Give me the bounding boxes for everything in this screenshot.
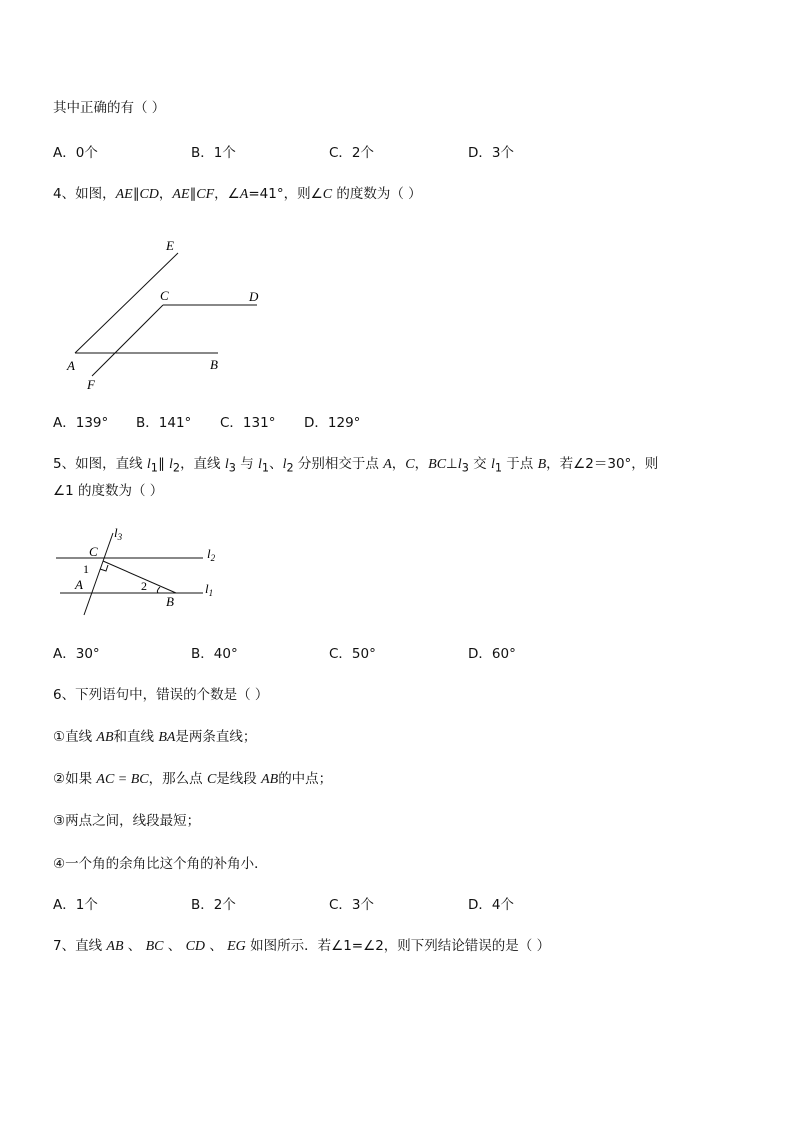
q4-option-a[interactable]: A．139° (53, 415, 109, 431)
q5-option-a[interactable]: A．30° (53, 646, 100, 662)
q4-option-c[interactable]: C．131° (220, 415, 276, 431)
question-7-stem: 7、直线 AB 、 BC 、 CD 、 EG 如图所示．若∠1=∠2，则下列结论错误的是（ ） (53, 938, 551, 954)
q6-option-d[interactable]: D．4个 (468, 897, 514, 913)
q4-option-b[interactable]: B．141° (136, 415, 192, 431)
label-a: A (67, 358, 75, 373)
label-f: F (87, 377, 95, 392)
q5-option-b[interactable]: B．40° (191, 646, 238, 662)
question-5-stem-line2: ∠1 的度数为（ ） (53, 483, 164, 499)
option-c[interactable]: C．2个 (329, 145, 375, 161)
label-b: B (210, 357, 218, 372)
label-l3: $l_3$ (114, 525, 123, 542)
statement-4: ④一个角的余角比这个角的补角小． (53, 856, 268, 872)
angle-2-arc (157, 587, 160, 593)
label-1: 1 (83, 562, 89, 576)
label-a: A (75, 577, 83, 592)
label-2: 2 (141, 579, 147, 593)
question-5-stem-line1: 5、如图，直线 $l_1\parallel$ $l_2$，直线 $l_3$ 与 $l_1$、$l_2$ 分别相交于点 A，C，$BC\perp l_3$ 交 $l_1$ 于点 B，若∠2＝30°，则 (53, 456, 659, 475)
label-l2: $l_2$ (207, 546, 216, 563)
q5-option-c[interactable]: C．50° (329, 646, 376, 662)
q5-option-d[interactable]: D．60° (468, 646, 516, 662)
label-b: B (166, 594, 174, 609)
label-d: D (249, 289, 259, 304)
statement-3: ③两点之间，线段最短； (53, 813, 201, 829)
question-4-stem: 4、如图，AE∥CD，AE∥CF，∠A=41°，则∠C 的度数为（ ） (53, 186, 422, 202)
q4-option-d[interactable]: D．129° (304, 415, 361, 431)
label-c: C (160, 288, 169, 303)
intro-line: 其中正确的有（ ） (53, 100, 166, 116)
statement-1: ①直线 AB和直线 BA是两条直线； (53, 729, 257, 745)
label-c: C (89, 544, 98, 559)
q6-option-a[interactable]: A．1个 (53, 897, 98, 913)
option-d[interactable]: D．3个 (468, 145, 514, 161)
option-b[interactable]: B．1个 (191, 145, 236, 161)
question-6-stem: 6、下列语句中，错误的个数是（ ） (53, 687, 269, 703)
statement-2: ②如果 AC = BC，那么点 C是线段 AB的中点； (53, 771, 333, 787)
segment-bc (103, 561, 176, 593)
label-l1: $l_1$ (205, 581, 214, 598)
q6-option-b[interactable]: B．2个 (191, 897, 236, 913)
option-a[interactable]: A．0个 (53, 145, 98, 161)
q6-option-c[interactable]: C．3个 (329, 897, 375, 913)
label-e: E (166, 238, 174, 253)
